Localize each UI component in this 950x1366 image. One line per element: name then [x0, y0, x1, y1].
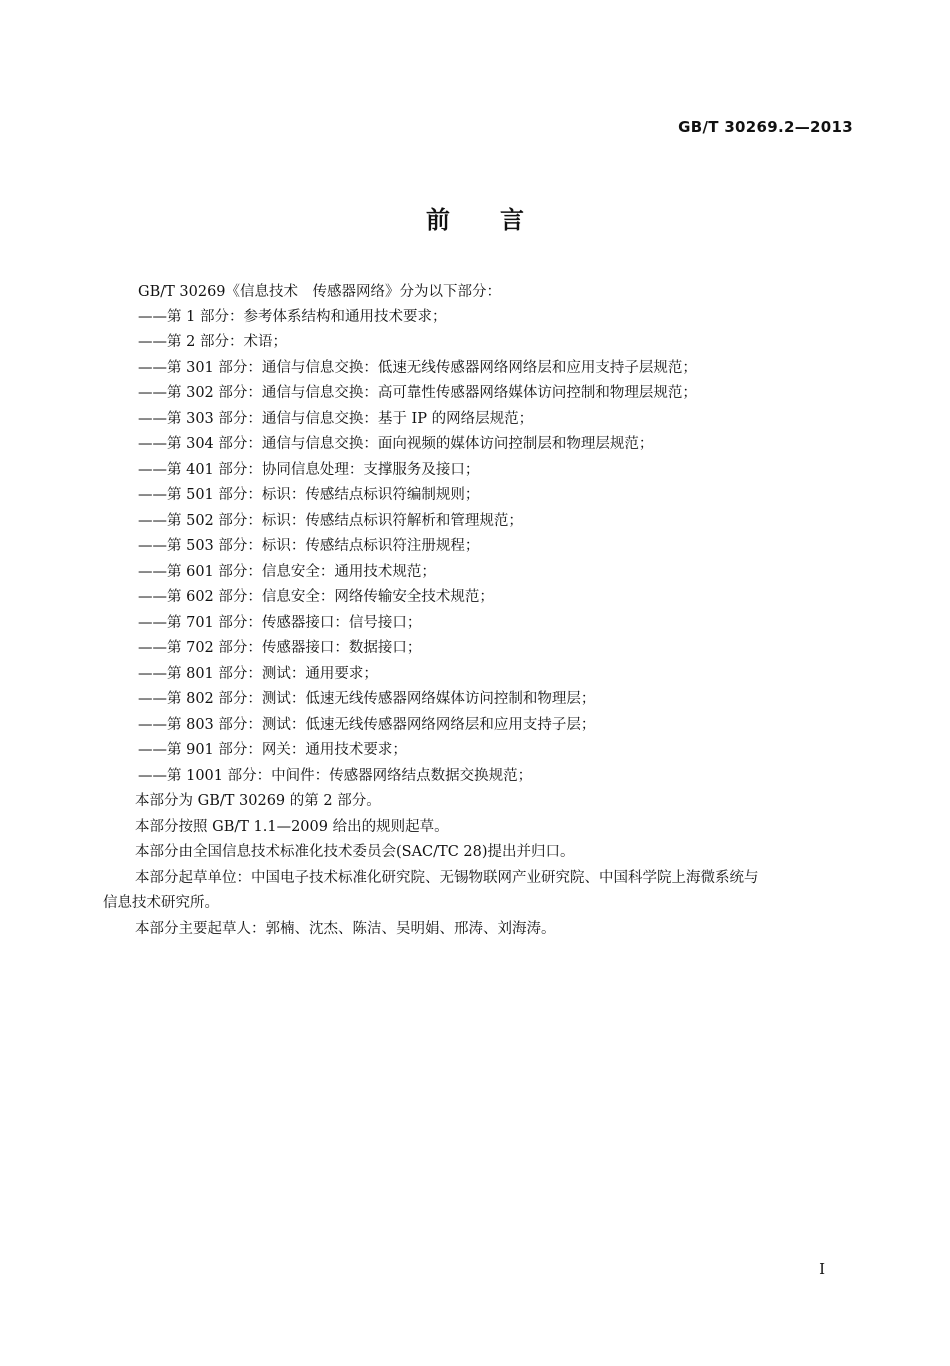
part-item: ——第 502 部分：标识：传感结点标识符解析和管理规范； [138, 513, 523, 529]
part-item: ——第 304 部分：通信与信息交换：面向视频的媒体访问控制层和物理层规范； [138, 436, 654, 452]
part-item: ——第 803 部分：测试：低速无线传感器网络网络层和应用支持子层； [138, 717, 596, 733]
part-item: ——第 601 部分：信息安全：通用技术规范； [138, 564, 436, 580]
part-item: ——第 701 部分：传感器接口：信号接口； [138, 615, 422, 631]
statement-line: 本部分按照 GB/T 1.1—2009 给出的规则起草。 [135, 819, 449, 835]
part-item: ——第 801 部分：测试：通用要求； [138, 666, 378, 682]
part-item: ——第 901 部分：网关：通用技术要求； [138, 742, 407, 758]
page-title: 前言 [426, 206, 574, 234]
statement-line: 信息技术研究所。 [103, 895, 219, 911]
part-item: ——第 1 部分：参考体系结构和通用技术要求； [138, 309, 447, 325]
part-item: ——第 602 部分：信息安全：网络传输安全技术规范； [138, 589, 494, 605]
intro-line: GB/T 30269《信息技术 传感器网络》分为以下部分： [138, 284, 502, 300]
part-item: ——第 302 部分：通信与信息交换：高可靠性传感器网络媒体访问控制和物理层规范； [138, 385, 697, 401]
part-item: ——第 802 部分：测试：低速无线传感器网络媒体访问控制和物理层； [138, 691, 596, 707]
statement-line: 本部分由全国信息技术标准化技术委员会(SAC/TC 28)提出并归口。 [135, 844, 575, 860]
statement-line: 本部分起草单位：中国电子技术标准化研究院、无锡物联网产业研究院、中国科学院上海微系统与 [135, 870, 759, 886]
part-item: ——第 401 部分：协同信息处理：支撑服务及接口； [138, 462, 480, 478]
part-item: ——第 702 部分：传感器接口：数据接口； [138, 640, 422, 656]
part-item: ——第 501 部分：标识：传感结点标识符编制规则； [138, 487, 480, 503]
part-item: ——第 1001 部分：中间件：传感器网络结点数据交换规范； [138, 768, 533, 784]
part-item: ——第 301 部分：通信与信息交换：低速无线传感器网络网络层和应用支持子层规范； [138, 360, 697, 376]
part-item: ——第 303 部分：通信与信息交换：基于 IP 的网络层规范； [138, 411, 534, 427]
part-item: ——第 2 部分：术语； [138, 334, 287, 350]
statement-line: 本部分为 GB/T 30269 的第 2 部分。 [135, 793, 381, 809]
part-item: ——第 503 部分：标识：传感结点标识符注册规程； [138, 538, 480, 554]
page-number: I [819, 1260, 825, 1278]
statement-line: 本部分主要起草人：郭楠、沈杰、陈洁、吴明娟、邢涛、刘海涛。 [135, 921, 556, 937]
standard-code: GB/T 30269.2—2013 [678, 118, 853, 136]
